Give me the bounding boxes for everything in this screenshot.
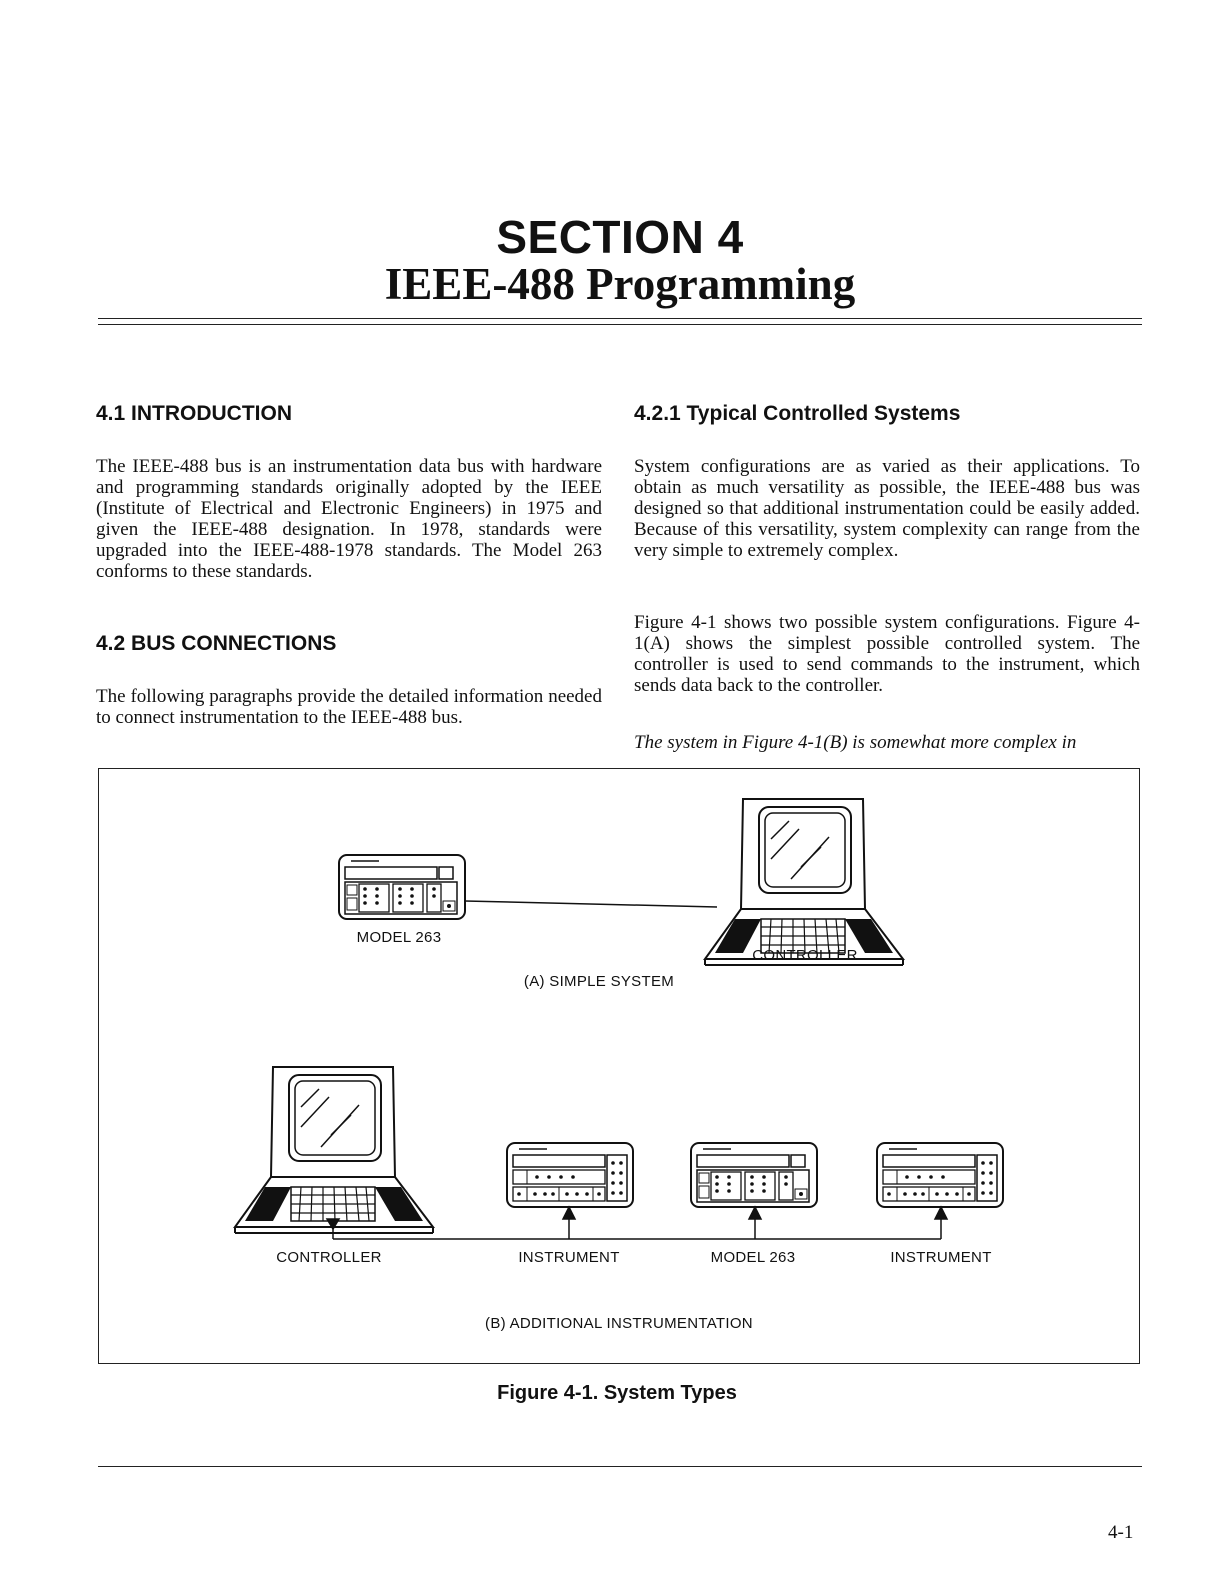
continuation-paragraph: The system in Figure 4-1(B) is somewhat more complex in — [634, 732, 1077, 753]
footer-rule — [98, 1466, 1142, 1467]
controller-label-a: CONTROLLER — [752, 947, 858, 964]
intro-paragraph: The IEEE-488 bus is an instrumentation data bus with hardware and programming standards originally adopted by the IEEE (Institute of Electrical and Electronic Engineers) in 1975 and given the IEEE-488 designation. In 1978, standards were upgraded into the IEEE-488-1978 standards. The Model 263 conforms to these standards. — [96, 456, 602, 582]
section-title: IEEE-488 Programming — [384, 259, 856, 309]
figure-caption: Figure 4-1. System Types — [497, 1382, 737, 1404]
header-rule-bottom — [98, 324, 1142, 325]
model-263-label-b: MODEL 263 — [710, 1249, 796, 1266]
header-rule-top — [98, 318, 1142, 319]
typical-systems-paragraph: System configurations are as varied as their applications. To obtain as much versatility as possible, the IEEE-488 bus was designed so that additional instrumentation could be easily added. Because of this versatility, system complexity can range from the very simple to extremely complex. — [634, 456, 1140, 561]
controller-terminal-a — [705, 799, 903, 965]
bus-cable-a — [465, 901, 717, 907]
instrument-2 — [877, 1143, 1003, 1207]
typical-systems-heading: 4.2.1 Typical Controlled Systems — [634, 402, 961, 425]
bus-connections-paragraph: The following paragraphs provide the detailed information needed to connect instrumentation to the IEEE-488 bus. — [96, 686, 602, 728]
instrument-1-label: INSTRUMENT — [518, 1249, 620, 1266]
simple-system-caption: (A) SIMPLE SYSTEM — [523, 973, 675, 990]
bus-connections-heading: 4.2 BUS CONNECTIONS — [96, 632, 337, 655]
additional-instrumentation-caption: (B) ADDITIONAL INSTRUMENTATION — [485, 1315, 753, 1332]
model-263-instrument-a — [339, 855, 465, 919]
figure-reference-paragraph: Figure 4-1 shows two possible system configurations. Figure 4-1(A) shows the simplest possible controlled system. The controller is used to send commands to the instrument, which sends data back to the controller. — [634, 612, 1140, 696]
instrument-2-label: INSTRUMENT — [890, 1249, 992, 1266]
figure-frame — [98, 768, 1140, 1364]
page-number: 4-1 — [1108, 1522, 1134, 1543]
section-label: SECTION 4 — [496, 211, 744, 263]
model-263-label-a: MODEL 263 — [356, 929, 442, 946]
controller-label-b: CONTROLLER — [276, 1249, 382, 1266]
controller-terminal-b — [235, 1067, 433, 1233]
instrument-1 — [507, 1143, 633, 1207]
model-263-instrument-b — [691, 1143, 817, 1207]
intro-heading: 4.1 INTRODUCTION — [96, 402, 293, 425]
system-diagram — [99, 769, 1139, 1363]
